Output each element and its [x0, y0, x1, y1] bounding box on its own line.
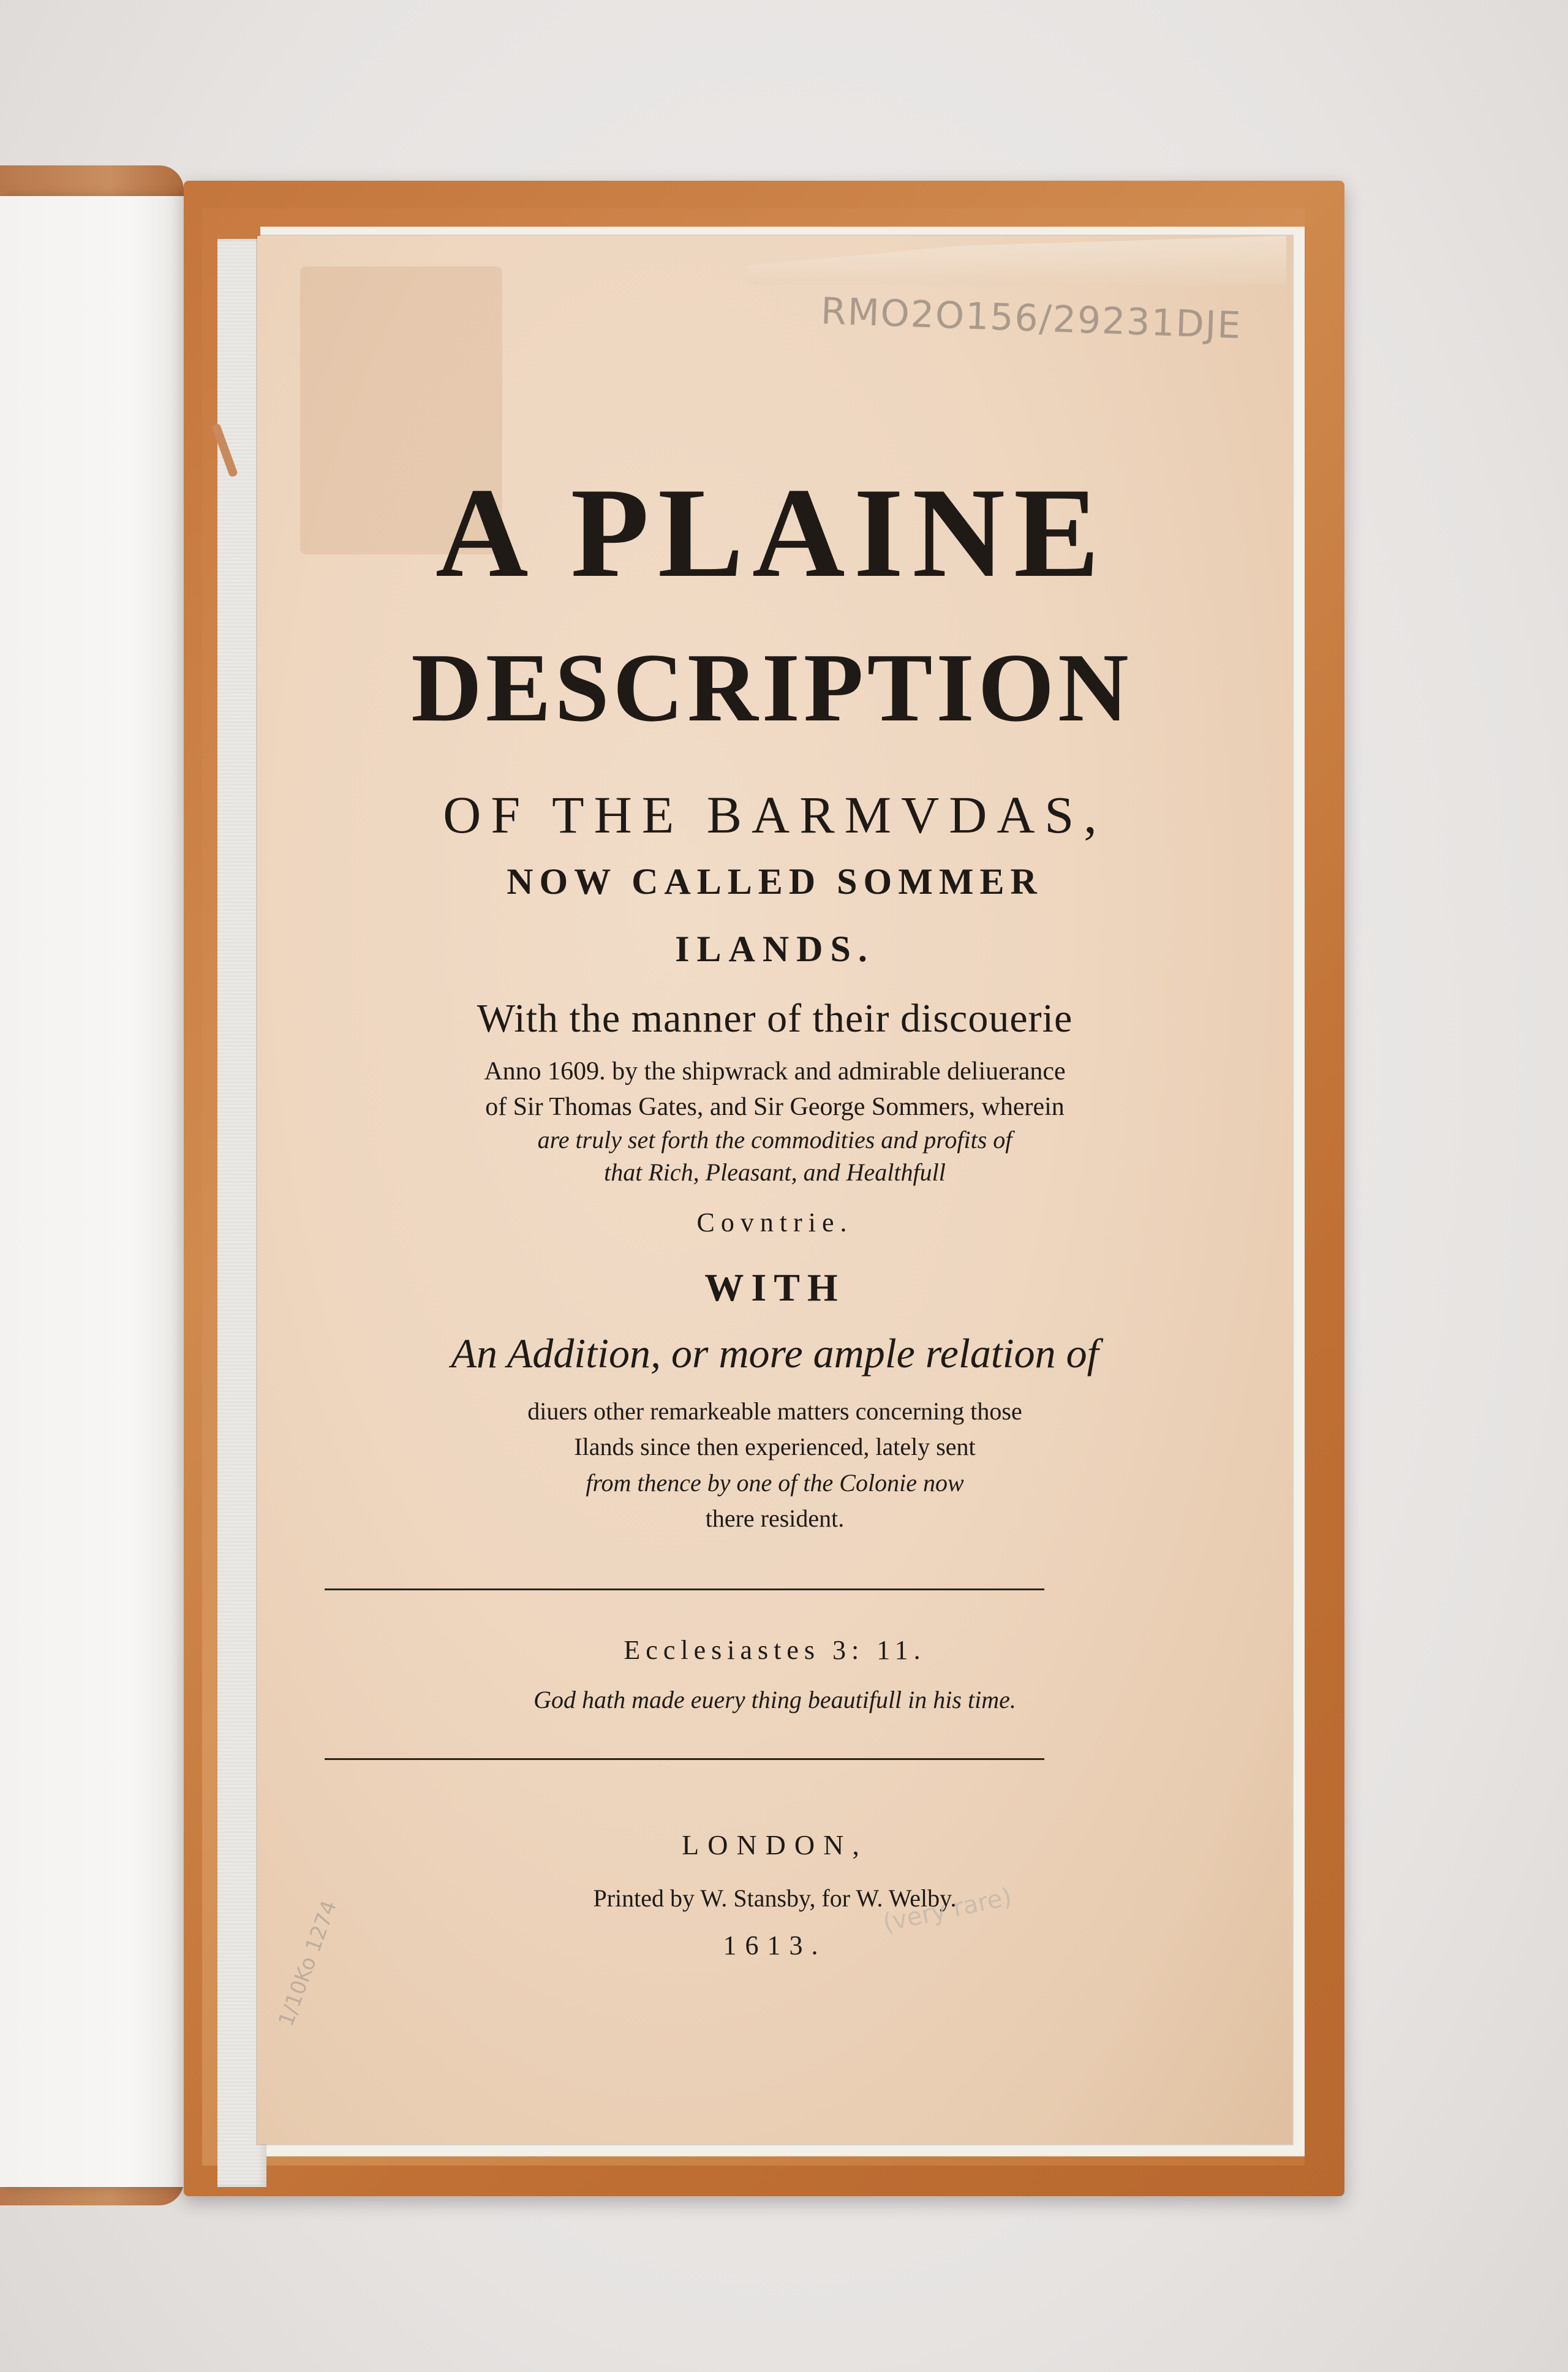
epigraph-reference: Ecclesiastes 3: 11. — [624, 1635, 926, 1665]
subtitle-line-4: NOW CALLED SOMMER — [507, 861, 1043, 902]
body-line-14: diuers other remarkeable matters concerning those — [527, 1397, 1022, 1425]
body-line-15: Ilands since then experienced, lately sent — [574, 1433, 976, 1460]
body-line-8: of Sir Thomas Gates, and Sir George Sommers, wherein — [485, 1093, 1065, 1121]
pencil-note-left: 1/10Ko 1274 — [273, 1897, 342, 2030]
imprint-printer: Printed by W. Stansby, for W. Welby. — [593, 1884, 957, 1912]
body-line-10: that Rich, Pleasant, and Healthfull — [604, 1158, 946, 1186]
body-line-11: Covntrie. — [696, 1207, 853, 1237]
pencil-note-right: (very rare) — [880, 1883, 1014, 1938]
body-line-17: there resident. — [705, 1505, 845, 1532]
shelfmark-pencil: RMO2O156/29231DJE — [820, 290, 1243, 347]
imprint-year: 1613. — [723, 1930, 827, 1960]
subtitle-line-6: With the manner of their discouerie — [477, 996, 1073, 1041]
body-line-16: from thence by one of the Colonie now — [586, 1469, 964, 1497]
torn-edge — [747, 236, 1286, 285]
epigraph-text: God hath made euery thing beautifull in his time. — [533, 1686, 1016, 1713]
rule-top — [325, 1588, 1044, 1590]
subtitle-line-3: OF THE BARMVDAS, — [443, 785, 1107, 844]
body-line-9: are truly set forth the commodities and profits of — [537, 1126, 1012, 1154]
with-heading: WITH — [704, 1266, 845, 1309]
title-line-2: DESCRIPTION — [411, 633, 1133, 742]
subtitle-line-5: ILANDS. — [675, 929, 875, 969]
imprint-place: LONDON, — [682, 1829, 868, 1860]
body-line-7: Anno 1609. by the shipwrack and admirable deliuerance — [484, 1057, 1066, 1086]
addition-line: An Addition, or more ample relation of — [451, 1330, 1099, 1377]
title-line-1: A PLAINE — [435, 462, 1108, 604]
title-page — [257, 236, 1292, 2144]
rule-bottom — [325, 1758, 1044, 1760]
